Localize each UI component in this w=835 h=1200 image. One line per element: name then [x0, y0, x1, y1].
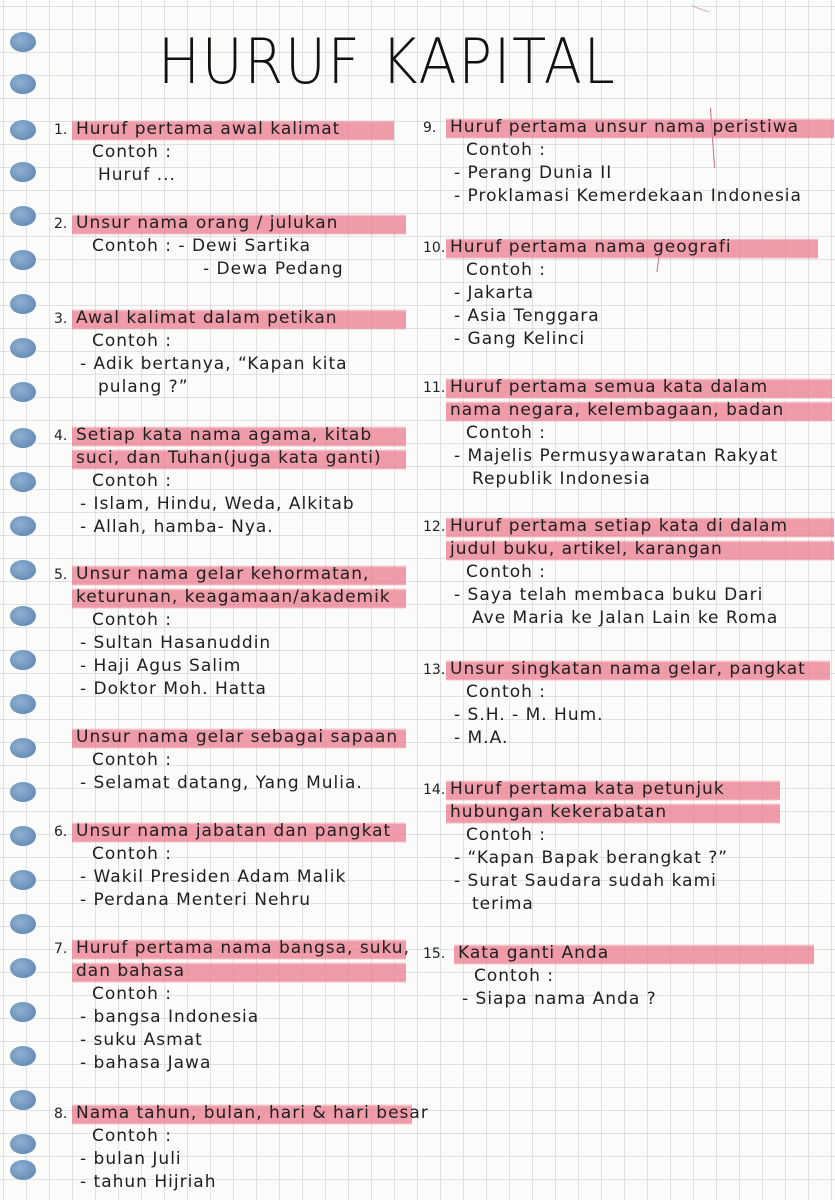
item-number: 6.: [54, 824, 68, 840]
example-label: Contoh : - Dewi Sartika: [92, 236, 312, 256]
example-line: - Adik bertanya, “Kapan kita: [80, 354, 348, 374]
rule-section: [72, 937, 410, 1075]
highlighted-heading: Huruf pertama setiap kata di dalam: [446, 515, 834, 538]
punch-hole: [10, 782, 36, 802]
example-label: Contoh :: [92, 142, 173, 162]
rule-section: [446, 236, 818, 351]
example-line: - suku Asmat: [80, 1030, 203, 1050]
item-number: 1.: [54, 122, 68, 138]
example-label: Contoh :: [474, 966, 555, 986]
rule-section: [72, 1102, 429, 1194]
example-line: - Asia Tenggara: [454, 306, 600, 326]
highlighted-heading: suci, dan Tuhan(juga kata ganti): [72, 447, 406, 470]
punch-hole: [10, 650, 36, 670]
example-line: - Surat Saudara sudah kami: [454, 871, 717, 891]
highlighted-heading: Huruf pertama semua kata dalam: [446, 376, 832, 399]
rule-section: [72, 424, 406, 539]
rule-section: [72, 118, 394, 187]
example-label: Contoh :: [92, 1126, 173, 1146]
example-line: - bahasa Jawa: [80, 1053, 212, 1073]
example-line: - tahun Hijriah: [80, 1172, 217, 1192]
example-line: - Selamat datang, Yang Mulia.: [80, 773, 363, 793]
example-line: - Allah, hamba- Nya.: [80, 517, 274, 537]
item-number: 2.: [54, 216, 68, 232]
example-line: - Perang Dunia II: [454, 163, 613, 183]
punch-hole: [10, 382, 36, 402]
example-label: Contoh :: [466, 562, 547, 582]
rule-section: [446, 515, 834, 630]
punch-hole: [10, 472, 36, 492]
punch-hole: [10, 120, 36, 140]
example-label: Contoh :: [92, 844, 173, 864]
highlighted-heading: Unsur nama jabatan dan pangkat: [72, 820, 406, 843]
example-line: - Perdana Menteri Nehru: [80, 890, 311, 910]
item-number: 5.: [54, 567, 68, 583]
example-line: Ave Maria ke Jalan Lain ke Roma: [472, 608, 779, 628]
example-line: - Sultan Hasanuddin: [80, 633, 272, 653]
item-number: 12.: [423, 519, 446, 535]
punch-hole: [10, 826, 36, 846]
highlighted-heading: Huruf pertama kata petunjuk: [446, 778, 780, 801]
punch-hole: [10, 1090, 36, 1110]
highlighted-heading: Unsur nama orang / julukan: [72, 212, 406, 235]
example-line: - Proklamasi Kemerdekaan Indonesia: [454, 186, 802, 206]
item-number: 7.: [54, 941, 68, 957]
highlighted-heading: hubungan kekerabatan: [446, 801, 780, 824]
example-line: - “Kapan Bapak berangkat ?”: [454, 848, 729, 868]
rule-section: [446, 376, 832, 491]
item-number: 13.: [423, 662, 446, 678]
highlighted-heading: Setiap kata nama agama, kitab: [72, 424, 406, 447]
example-label: Contoh :: [466, 682, 547, 702]
item-number: 4.: [54, 428, 68, 444]
rule-section: [72, 212, 406, 281]
item-number: 3.: [54, 311, 68, 327]
page-title: HURUF KAPITAL: [158, 25, 617, 98]
example-line: - Doktor Moh. Hatta: [80, 679, 267, 699]
rule-section: [72, 820, 406, 912]
example-label: Contoh :: [466, 825, 547, 845]
example-line: - Saya telah membaca buku Dari: [454, 585, 764, 605]
item-number: 15.: [423, 946, 446, 962]
punch-hole: [10, 738, 36, 758]
example-line: Republik Indonesia: [472, 469, 651, 489]
punch-hole: [10, 250, 36, 270]
example-label: Contoh :: [92, 471, 173, 491]
highlighted-heading: Huruf pertama nama geografi: [446, 236, 818, 259]
example-label: Contoh :: [92, 750, 173, 770]
punch-hole: [10, 206, 36, 226]
item-number: 9.: [423, 120, 437, 136]
example-line: - bangsa Indonesia: [80, 1007, 260, 1027]
punch-hole: [10, 1046, 36, 1066]
pen-stroke: [692, 5, 709, 12]
highlighted-heading: Nama tahun, bulan, hari & hari besar: [72, 1102, 412, 1125]
example-line: - Dewa Pedang: [203, 259, 344, 279]
highlighted-heading: dan bahasa: [72, 960, 406, 983]
highlighted-heading: Huruf pertama nama bangsa, suku,: [72, 937, 406, 960]
rule-section: [72, 307, 406, 399]
example-line: - M.A.: [454, 728, 509, 748]
item-number: 10.: [423, 240, 446, 256]
punch-hole: [10, 870, 36, 890]
example-line: - S.H. - M. Hum.: [454, 705, 604, 725]
rule-section: [454, 942, 814, 1011]
punch-hole: [10, 560, 36, 580]
item-number: 11.: [423, 380, 446, 396]
highlighted-heading: Huruf pertama unsur nama peristiwa: [446, 116, 834, 139]
highlighted-heading: nama negara, kelembagaan, badan: [446, 399, 832, 422]
example-line: - Siapa nama Anda ?: [462, 989, 657, 1009]
punch-hole: [10, 914, 36, 934]
example-label: Contoh :: [92, 984, 173, 1004]
punch-hole: [10, 1002, 36, 1022]
example-label: Contoh :: [466, 140, 547, 160]
rule-section: [446, 116, 834, 208]
highlighted-heading: keturunan, keagamaan/akademik: [72, 586, 406, 609]
rule-section: [72, 726, 406, 795]
example-line: terima: [472, 894, 534, 914]
example-line: - Gang Kelinci: [454, 329, 586, 349]
highlighted-heading: Unsur nama gelar kehormatan,: [72, 563, 406, 586]
punch-hole: [10, 294, 36, 314]
example-line: - Islam, Hindu, Weda, Alkitab: [80, 494, 355, 514]
example-line: pulang ?”: [98, 377, 189, 397]
punch-hole: [10, 606, 36, 626]
item-number: 14.: [423, 782, 446, 798]
highlighted-heading: Huruf pertama awal kalimat: [72, 118, 394, 141]
example-label: Contoh :: [466, 260, 547, 280]
highlighted-heading: Unsur nama gelar sebagai sapaan: [72, 726, 406, 749]
highlighted-heading: Awal kalimat dalam petikan: [72, 307, 406, 330]
punch-hole: [10, 162, 36, 182]
punch-hole: [10, 32, 36, 52]
punch-hole: [10, 1160, 36, 1180]
punch-hole: [10, 694, 36, 714]
rule-section: [72, 563, 406, 701]
example-line: - Haji Agus Salim: [80, 656, 242, 676]
example-line: Huruf ...: [98, 165, 176, 185]
punch-hole: [10, 516, 36, 536]
example-line: - Jakarta: [454, 283, 535, 303]
highlighted-heading: judul buku, artikel, karangan: [446, 538, 834, 561]
punch-hole: [10, 1134, 36, 1154]
item-number: 8.: [54, 1106, 68, 1122]
highlighted-heading: Unsur singkatan nama gelar, pangkat: [446, 658, 830, 681]
binder-holes: [0, 0, 60, 1200]
punch-hole: [10, 958, 36, 978]
example-label: Contoh :: [92, 610, 173, 630]
punch-hole: [10, 74, 36, 94]
rule-section: [446, 658, 830, 750]
punch-hole: [10, 338, 36, 358]
example-label: Contoh :: [92, 331, 173, 351]
rule-section: [446, 778, 780, 916]
example-line: - bulan Juli: [80, 1149, 182, 1169]
punch-hole: [10, 428, 36, 448]
example-label: Contoh :: [466, 423, 547, 443]
example-line: - Majelis Permusyawaratan Rakyat: [454, 446, 779, 466]
highlighted-heading: Kata ganti Anda: [454, 942, 814, 965]
example-line: - Wakil Presiden Adam Malik: [80, 867, 347, 887]
